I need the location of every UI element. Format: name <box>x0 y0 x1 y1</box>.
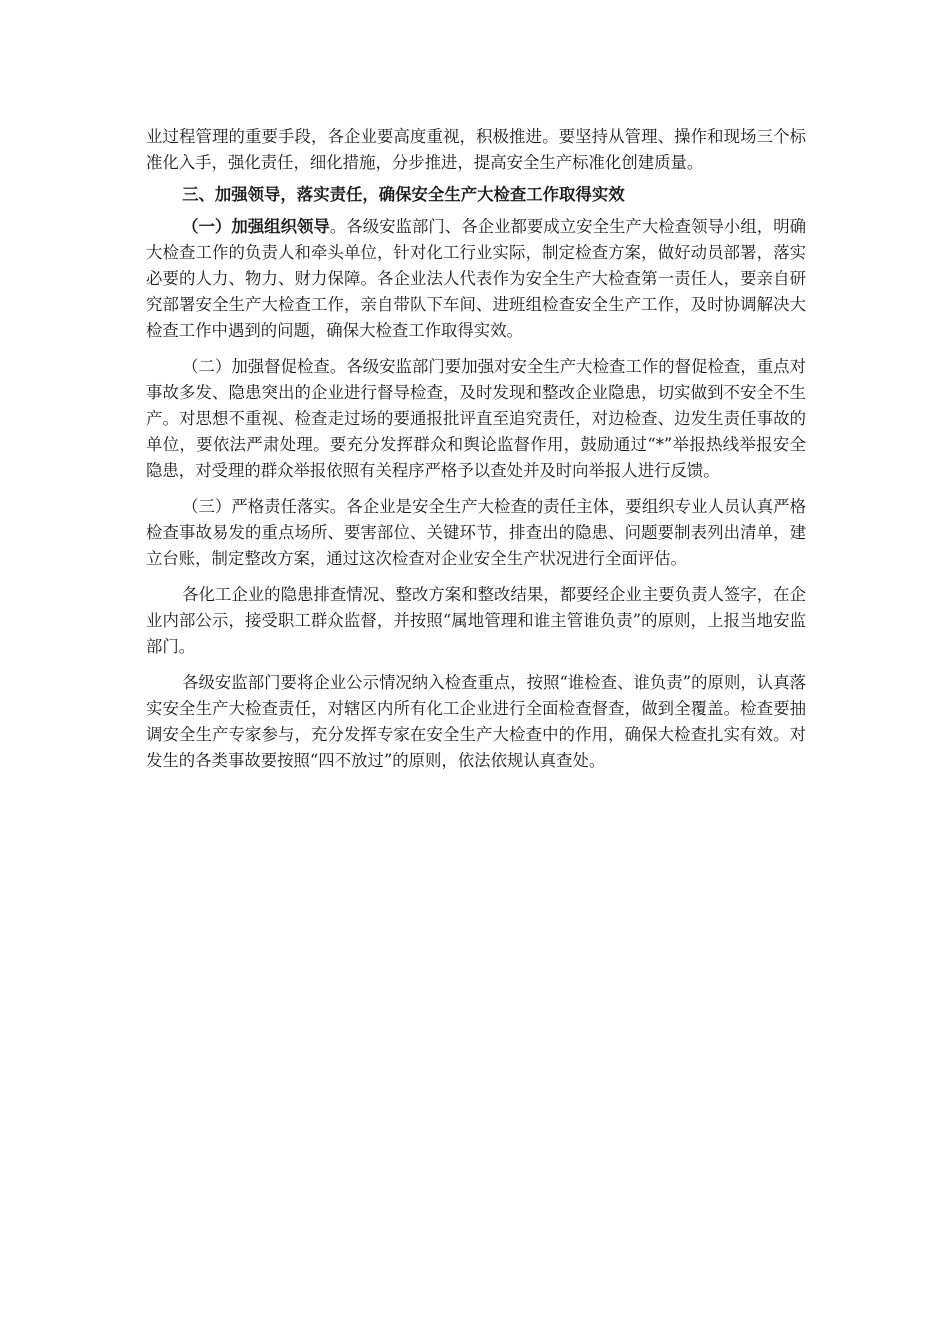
paragraph-continuation: 业过程管理的重要手段，各企业要高度重视，积极推进。要坚持从管理、操作和现场三个标准化入手，强化责任，细化措施，分步推进，提高安全生产标准化创建质量。 <box>146 127 806 172</box>
paragraph-public: 各化工企业的隐患排查情况、整改方案和整改结果，都要经企业主要负责人签字，在企业内部公示，接受职工群众监督，并按照“属地管理和谁主管谁负责”的原则，上报当地安监部门。 <box>146 585 806 656</box>
paragraph-item-1 <box>146 214 806 344</box>
item-1-body: 。各级安监部门、各企业都要成立安全生产大检查领导小组，明确大检查工作的负责人和牵头单位，针对化工行业实际，制定检查方案，做好动员部署，落实必要的人力、物力、财力保障。各企业法人代表作为安全生产大检查第一责任人，要亲自研究部署安全生产大检查工作，亲自带队下车间、进班组检查安全生产工作，及时协调解决大检查工作中遇到的问题，确保大检查工作取得实效。 <box>146 217 807 340</box>
paragraph-item-2: （二）加强督促检查。各级安监部门要加强对安全生产大检查工作的督促检查，重点对事故多发、隐患突出的企业进行督导检查，及时发现和整改企业隐患，切实做到不安全不生产。对思想不重视、检查走过场的要通报批评直至追究责任，对边检查、边发生责任事故的单位，要依法严肃处理。要充分发挥群众和舆论监督作用，鼓励通过“*”举报热线举报安全隐患，对受理的群众举报依照有关程序严格予以查处并及时向举报人进行反馈。 <box>146 357 806 480</box>
section-heading-3: 三、加强领导，落实责任，确保安全生产大检查工作取得实效 <box>182 185 625 204</box>
document-page <box>146 124 806 774</box>
paragraph-item-3: （三）严格责任落实。各企业是安全生产大检查的责任主体，要组织专业人员认真严格检查事故易发的重点场所、要害部位、关键环节，排查出的隐患、问题要制表列出清单，建立台账，制定整改方案，通过这次检查对企业安全生产状况进行全面评估。 <box>146 497 806 568</box>
item-1-lead: （一）加强组织领导 <box>182 217 330 236</box>
paragraph-final: 各级安监部门要将企业公示情况纳入检查重点，按照“谁检查、谁负责”的原则，认真落实安全生产大检查责任，对辖区内所有化工企业进行全面检查督查，做到全覆盖。检查要抽调安全生产专家参与，充分发挥专家在安全生产大检查中的作用，确保大检查扎实有效。对发生的各类事故要按照“四不放过”的原则，依法依规认真查处。 <box>146 673 806 770</box>
